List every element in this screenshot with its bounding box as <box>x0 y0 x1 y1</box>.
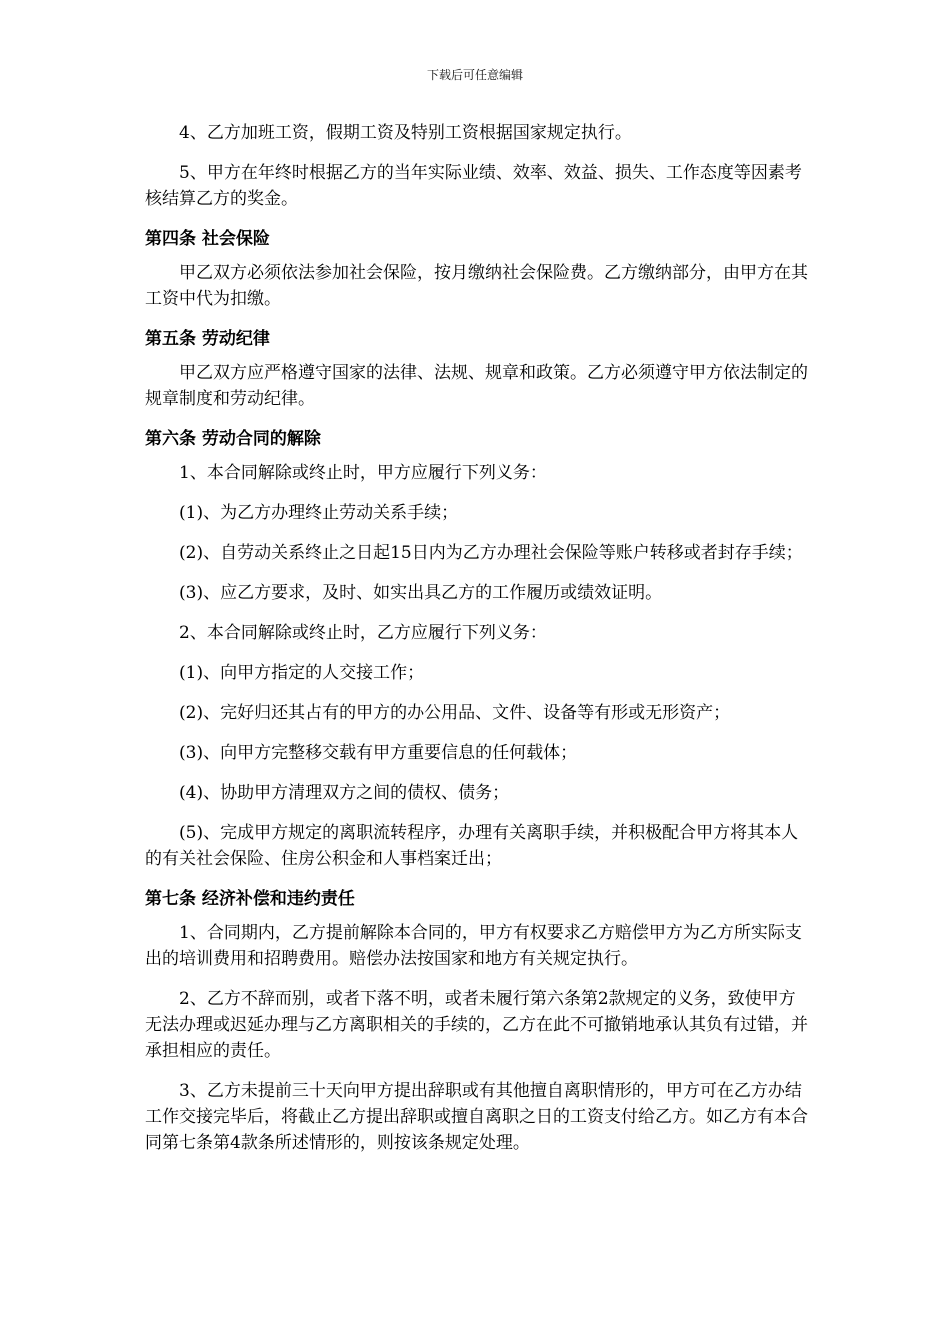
paragraph: (4)、协助甲方清理双方之间的债权、债务； <box>179 783 510 803</box>
paragraph: (1)、为乙方办理终止劳动关系手续； <box>179 503 459 523</box>
section-heading: 第六条 劳动合同的解除 <box>145 429 321 449</box>
section-heading: 第七条 经济补偿和违约责任 <box>145 889 355 909</box>
paragraph: 1、合同期内，乙方提前解除本合同的，甲方有权要求乙方赔偿甲方为乙方所实际支出的培训费用和招聘费用。赔偿办法按国家和地方有关规定执行。 <box>145 923 802 969</box>
paragraph: 2、本合同解除或终止时，乙方应履行下列义务： <box>179 623 547 643</box>
paragraph: 甲乙双方应严格遵守国家的法律、法规、规章和政策。乙方必须遵守甲方依法制定的规章制度和劳动纪律。 <box>145 363 808 409</box>
paragraph: 4、乙方加班工资，假期工资及特别工资根据国家规定执行。 <box>179 123 632 143</box>
section-heading: 第五条 劳动纪律 <box>145 329 270 349</box>
document-body <box>145 120 810 1156</box>
page-header: 下载后可任意编辑 <box>426 68 523 82</box>
paragraph: (2)、完好归还其占有的甲方的办公用品、文件、设备等有形或无形资产； <box>179 703 731 723</box>
paragraph: (3)、应乙方要求，及时、如实出具乙方的工作履历或绩效证明。 <box>179 583 663 603</box>
paragraph: 2、乙方不辞而别，或者下落不明，或者未履行第六条第2款规定的义务，致使甲方无法办理或迟延办理与乙方离职相关的手续的，乙方在此不可撤销地承认其负有过错，并承担相应的责任。 <box>145 989 808 1061</box>
paragraph: 1、本合同解除或终止时，甲方应履行下列义务： <box>179 463 547 483</box>
paragraph: 甲乙双方必须依法参加社会保险，按月缴纳社会保险费。乙方缴纳部分，由甲方在其工资中代为扣缴。 <box>145 263 808 309</box>
paragraph: (5)、完成甲方规定的离职流转程序，办理有关离职手续，并积极配合甲方将其本人的有关社会保险、住房公积金和人事档案迁出； <box>145 823 799 869</box>
paragraph: (2)、自劳动关系终止之日起15日内为乙方办理社会保险等账户转移或者封存手续； <box>179 543 803 563</box>
paragraph: 3、乙方未提前三十天向甲方提出辞职或有其他擅自离职情形的，甲方可在乙方办结工作交接完毕后，将截止乙方提出辞职或擅自离职之日的工资支付给乙方。如乙方有本合同第七条第4款条所述情形的，则按该条规定处理。 <box>145 1081 808 1153</box>
paragraph: (1)、向甲方指定的人交接工作； <box>179 663 425 683</box>
section-heading: 第四条 社会保险 <box>145 229 270 249</box>
paragraph: 5、甲方在年终时根据乙方的当年实际业绩、效率、效益、损失、工作态度等因素考核结算乙方的奖金。 <box>145 163 802 209</box>
paragraph: (3)、向甲方完整移交载有甲方重要信息的任何载体； <box>179 743 578 763</box>
